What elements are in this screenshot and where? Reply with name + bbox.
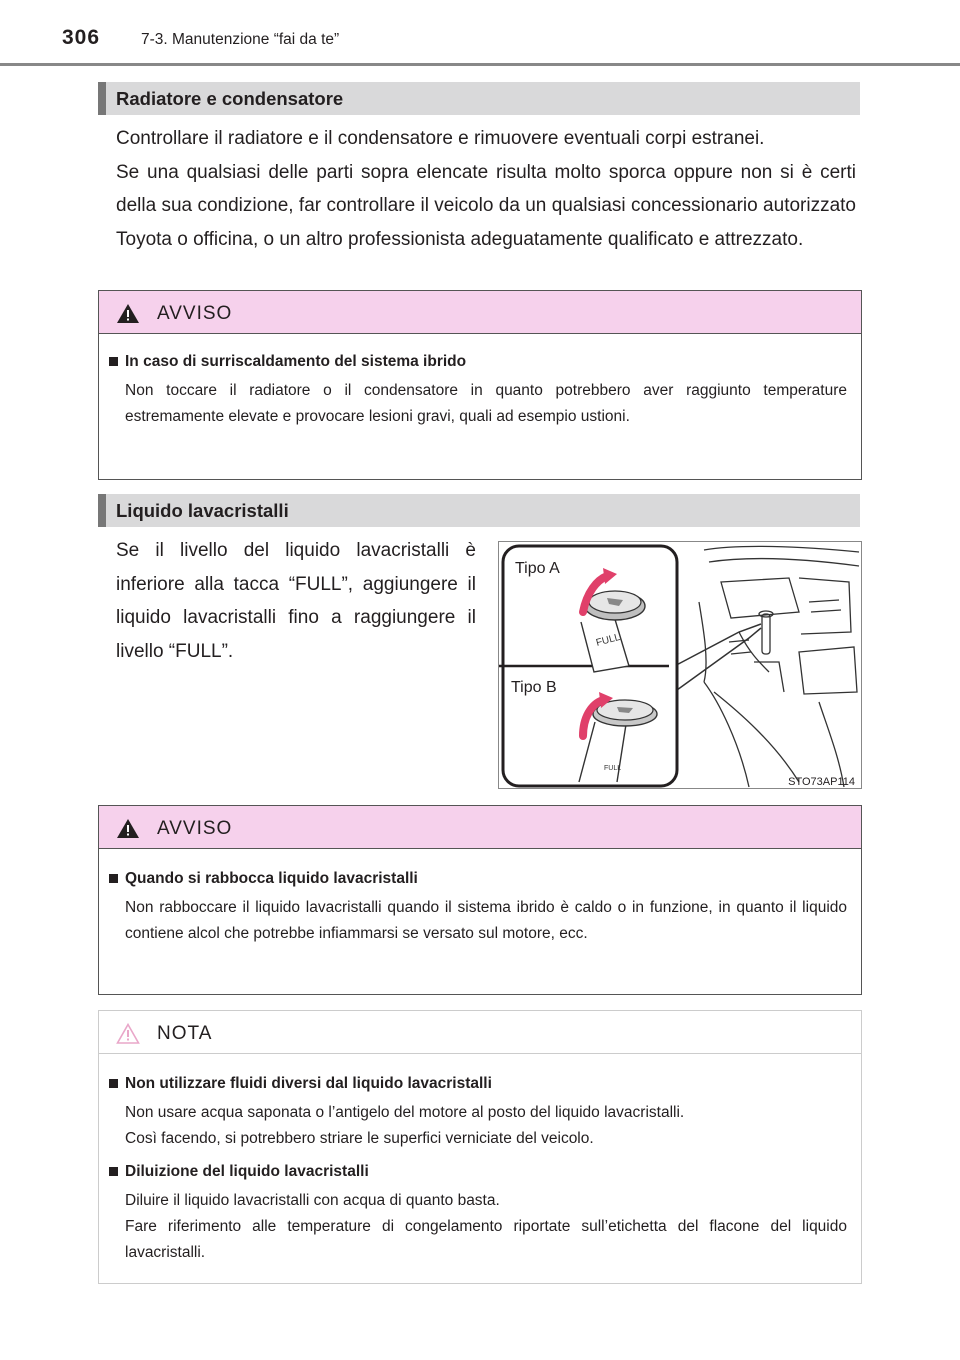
warning-triangle-icon: [116, 818, 140, 839]
note-item-text: [109, 1188, 847, 1266]
type-b-label: Tipo B: [511, 679, 557, 696]
breadcrumb: 7-3. Manutenzione “fai da te”: [141, 31, 340, 48]
note-line: Fare riferimento alle temperature di congelamento riportate sull’etichetta del flacone del liquido lavacristalli.: [125, 1218, 847, 1261]
cap-mark-a: FULL: [594, 631, 622, 649]
page-number: 306: [62, 26, 101, 49]
figure-code: STO73AP114: [788, 776, 855, 788]
radiator-paragraph: [116, 122, 856, 256]
section-heading-washer: [98, 494, 860, 527]
warning-triangle-icon: [116, 303, 140, 324]
washer-paragraph: Se il livello del liquido lavacristalli è inferiore alla tacca “FULL”, aggiungere il liquido lavacristalli fino a raggiungere il livello “FULL”.: [116, 540, 476, 662]
cap-mark-b: FULL: [604, 765, 622, 772]
warning-item-heading: Quando si rabbocca liquido lavacristalli: [109, 867, 847, 891]
warning-item-heading: In caso di surriscaldamento del sistema ibrido: [109, 350, 847, 374]
warning-label: AVVISO: [157, 818, 233, 839]
note-item: [109, 1160, 847, 1266]
section-title: Liquido lavacristalli: [116, 500, 289, 521]
note-line: Non usare acqua saponata o l’antigelo del motore al posto del liquido lavacristalli.: [125, 1104, 685, 1121]
washer-diagram: [499, 542, 862, 789]
warning-box-overheat: [98, 290, 862, 480]
paragraph-line: Controllare il radiatore e il condensatore e rimuovere eventuali corpi estranei.: [116, 128, 765, 149]
warning-box-refill: [98, 805, 862, 995]
note-label: NOTA: [157, 1023, 213, 1044]
note-item-text: [109, 1100, 847, 1152]
warning-header: [99, 291, 861, 334]
washer-illustration: [498, 541, 862, 789]
section-heading-radiator: [98, 82, 860, 115]
note-item-heading: Non utilizzare fluidi diversi dal liquido lavacristalli: [109, 1072, 847, 1096]
caution-triangle-icon: [116, 1023, 140, 1044]
warning-item-text: Non rabboccare il liquido lavacristalli quando il sistema ibrido è caldo o in funzione, in quanto il liquido contiene alcol che potrebbe infiammarsi se versato sul motore, ecc.: [125, 899, 847, 942]
note-item-heading: Diluizione del liquido lavacristalli: [109, 1160, 847, 1184]
warning-item: [109, 867, 847, 947]
note-header: [99, 1011, 861, 1054]
warning-item-text: Non toccare il radiatore o il condensatore in quanto potrebbero aver raggiunto temperature estremamente elevate e provocare lesioni gravi, quali ad esempio ustioni.: [125, 382, 847, 425]
section-title: Radiatore e condensatore: [116, 88, 344, 109]
note-item: [109, 1072, 847, 1152]
engine-bay-drawing: [699, 546, 859, 787]
warning-label: AVVISO: [157, 303, 233, 324]
header-divider: [0, 63, 960, 66]
warning-item: [109, 350, 847, 430]
note-line: Così facendo, si potrebbero striare le superfici verniciate del veicolo.: [125, 1130, 594, 1147]
type-a-label: Tipo A: [515, 560, 560, 577]
note-line: Diluire il liquido lavacristalli con acqua di quanto basta.: [125, 1192, 500, 1209]
note-box: [98, 1010, 862, 1284]
warning-header: [99, 806, 861, 849]
paragraph-line: Se una qualsiasi delle parti sopra elencate risulta molto sporca oppure non si è certi della sua condizione, far controllare il veicolo da un qualsiasi concessionario autorizzato Toyota o officina, o un altro professionista adeguatamente qualificato e attrezzato.: [116, 161, 856, 250]
